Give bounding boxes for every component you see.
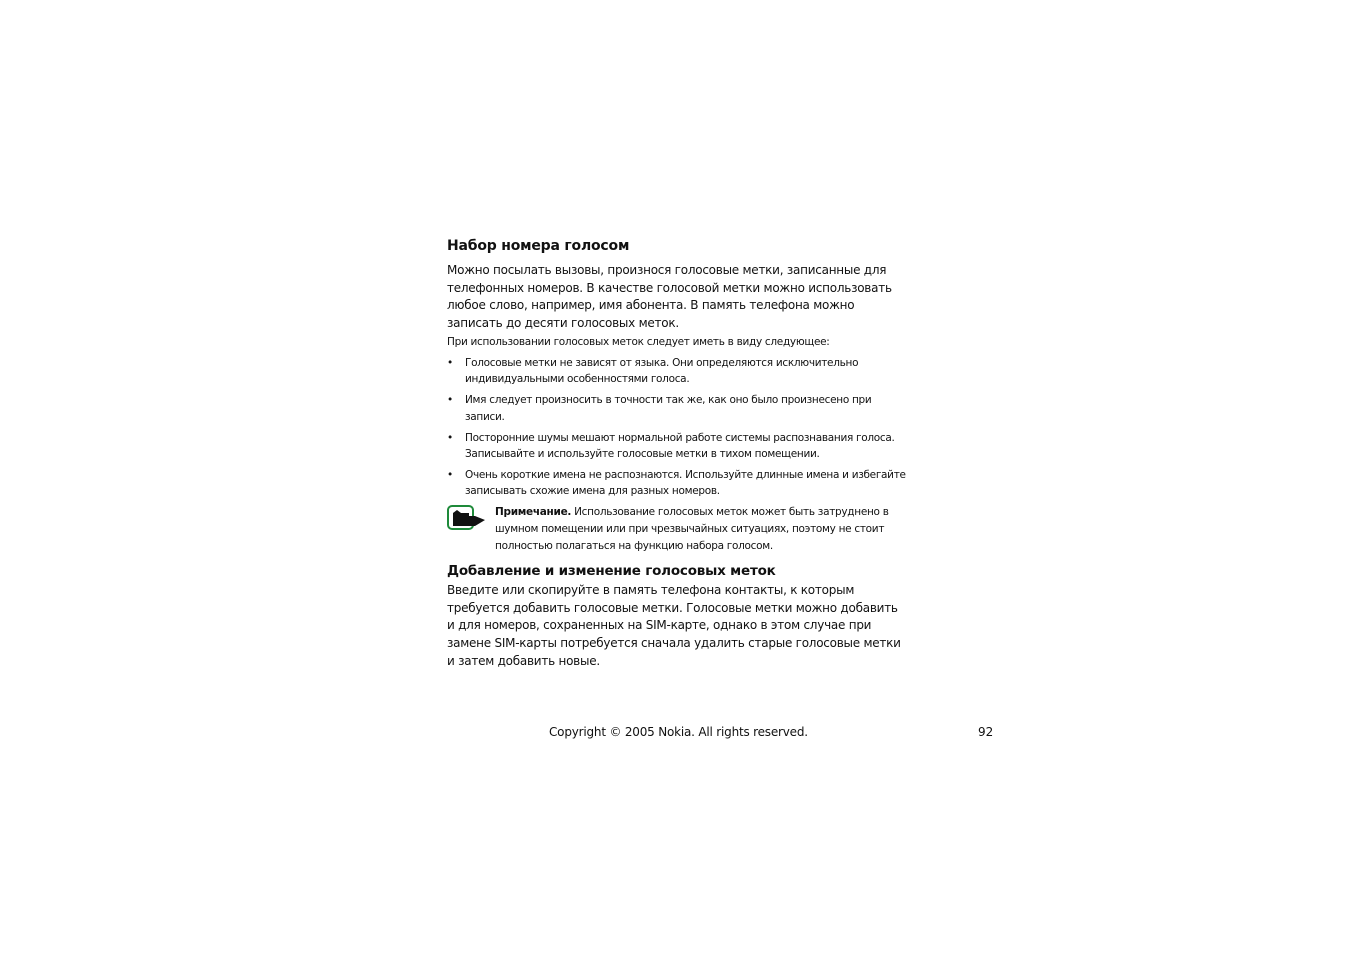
section-heading-voice-dialing: Набор номера голосом [447, 238, 630, 254]
add-edit-paragraph: Введите или скопируйте в память телефона контакты, к которым требуется добавить голосовые метки. Голосовые метки можно добавить и для номеров, сохраненных на SIM-карте, однако в этом случае при замене SIM-карты потребуется сначала удалить старые голосовые метки и затем добавить новые. [447, 583, 901, 668]
voice-dialing-paragraph: Можно посылать вызовы, произнося голосовые метки, записанные для телефонных номеров. В качестве голосовой метки можно использовать любое слово, например, имя абонента. В память телефона можно записать до десяти голосовых меток. [447, 263, 892, 330]
note-text: Использование голосовых меток может быть затруднено в шумном помещении или при чрезвычайных ситуациях, поэтому не стоит полностью полагаться на функцию набора голосом. [495, 506, 889, 552]
bullet-icon: • [447, 356, 453, 369]
note-label: Примечание. [495, 506, 572, 519]
bullet-icon: • [447, 431, 453, 444]
list-item [447, 467, 907, 500]
page-number: 92 [978, 725, 994, 739]
bullet-icon: • [447, 469, 453, 481]
bullet-icon: • [447, 394, 453, 407]
voice-tags-intro: При использовании голосовых меток следует иметь в виду следующее: [447, 336, 830, 349]
list-item [447, 430, 907, 463]
footer-copyright: Copyright © 2005 Nokia. All rights reserved. [549, 725, 808, 739]
list-item-text: Посторонние шумы мешают нормальной работе системы распознавания голоса. Записывайте и используйте голосовые метки в тихом помещении. [465, 431, 895, 460]
section-heading-add-edit-voice-tags: Добавление и изменение голосовых меток [447, 563, 776, 580]
list-item [447, 392, 907, 425]
voice-tags-tips-list [447, 355, 907, 500]
page-content [447, 236, 907, 670]
note-block [447, 504, 907, 554]
list-item [447, 355, 907, 388]
list-item-text: Голосовые метки не зависят от языка. Они определяются исключительно индивидуальными особенностями голоса. [465, 356, 859, 386]
list-item-text: Имя следует произносить в точности так же, как оно было произнесено при записи. [465, 394, 872, 423]
note-hand-icon [447, 505, 487, 531]
list-item-text: Очень короткие имена не распознаются. Используйте длинные имена и избегайте записывать схожие имена для разных номеров. [465, 469, 906, 498]
